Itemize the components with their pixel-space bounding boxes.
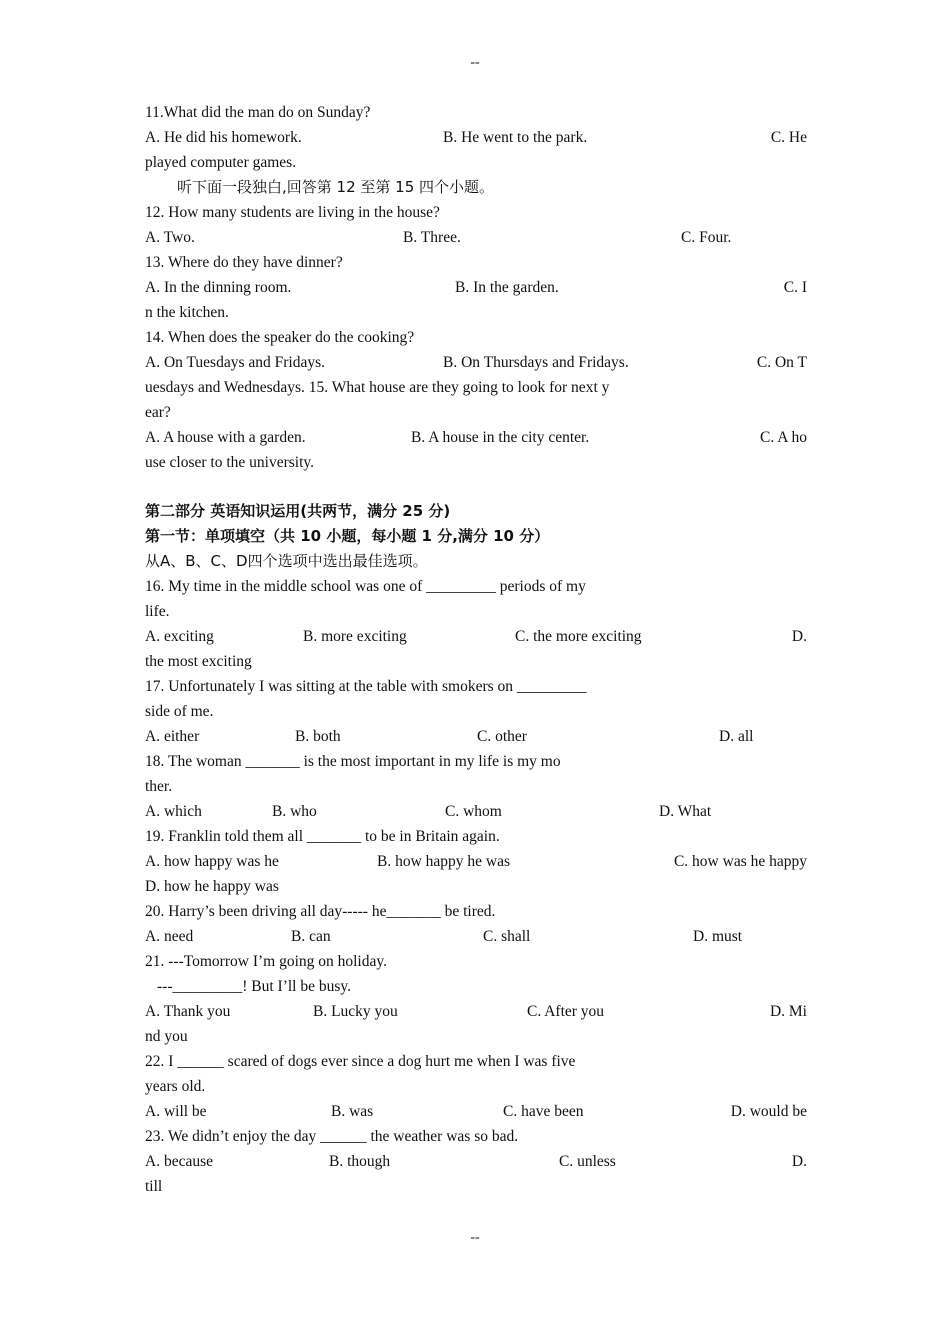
q21-options [145,999,807,1024]
q15-option-c-cont: use closer to the university. [145,454,315,471]
q22-option-a: A. will be [145,1103,207,1120]
q18-stem: 18. The woman _______ is the most important in my life is my mo [145,753,561,770]
q11-option-c-cont: played computer games. [145,154,297,171]
q16-options [145,624,807,649]
q23-stem: 23. We didn’t enjoy the day ______ the weather was so bad. [145,1128,519,1145]
q21-option-c: C. After you [527,1003,605,1020]
page-marker-bottom: -- [470,1230,480,1245]
section1-title: 第一节：单项填空（共 10 小题，每小题 1 分,满分 10 分） [145,527,550,545]
q21-option-b: B. Lucky you [313,1003,398,1020]
q11-option-b: B. He went to the park. [443,129,588,146]
q15-option-b: B. A house in the city center. [411,429,590,446]
q19-options [145,849,807,874]
q11-option-c: C. He [770,129,807,146]
q19-option-c: C. how was he happy [673,853,807,870]
q23-option-c: C. unless [559,1153,616,1170]
q20-option-c: C. shall [483,928,531,945]
q16-stem: 16. My time in the middle school was one of _________ periods of my [145,578,586,595]
q13-stem: 13. Where do they have dinner? [145,254,343,271]
q23-option-b: B. though [329,1153,391,1170]
q17-stem-cont: side of me. [145,703,214,720]
listening-instruction: 听下面一段独白,回答第 12 至第 15 四个小题。 [177,178,495,196]
q18-option-c: C. whom [445,803,502,820]
q18-stem-cont: ther. [145,778,173,795]
q17-options [145,724,807,749]
q12-options [145,225,807,250]
q20-option-a: A. need [145,928,194,945]
q21-stem: 21. ---Tomorrow I’m going on holiday. [145,953,387,970]
q19-stem: 19. Franklin told them all _______ to be in Britain again. [145,828,500,845]
q13-option-b: B. In the garden. [455,279,559,296]
q20-options [145,924,807,949]
q16-option-d-cont: the most exciting [145,653,252,670]
q12-option-c: C. Four. [681,229,732,246]
q21-option-d-cont: nd you [145,1028,188,1045]
q23-options [145,1149,807,1174]
q15-option-c: C. A ho [760,429,807,446]
part2-title: 第二部分 英语知识运用(共两节，满分 25 分) [145,502,451,520]
q17-option-b: B. both [295,728,341,745]
q14-option-c: C. On T [756,354,807,371]
q16-option-b: B. more exciting [303,628,407,645]
q23-option-d: D. [791,1153,807,1170]
q16-option-c: C. the more exciting [515,628,642,645]
q15-option-a: A. A house with a garden. [145,429,306,446]
q13-option-c-cont: n the kitchen. [145,304,229,321]
q18-options [145,799,807,824]
q12-stem: 12. How many students are living in the house? [145,204,440,221]
q21-option-d: D. Mi [769,1003,807,1020]
q14-stem: 14. When does the speaker do the cooking? [145,329,415,346]
q14-q15-line: uesdays and Wednesdays. 15. What house are they going to look for next y [145,379,610,396]
q14-option-b: B. On Thursdays and Fridays. [443,354,629,371]
q17-stem: 17. Unfortunately I was sitting at the table with smokers on _________ [145,678,587,695]
q20-option-d: D. must [693,928,743,945]
q18-option-a: A. which [145,803,202,820]
page-marker-top: -- [470,55,480,70]
q20-option-b: B. can [291,928,331,945]
q11-stem: 11.What did the man do on Sunday? [145,104,371,121]
q17-option-a: A. either [145,728,200,745]
q11-options [145,125,807,150]
q18-option-b: B. who [272,803,317,820]
q22-option-c: C. have been [503,1103,584,1120]
q12-option-a: A. Two. [145,229,195,246]
q17-option-d: D. all [719,728,754,745]
q20-stem: 20. Harry’s been driving all day----- he_______ be tired. [145,903,496,920]
section1-instruction: 从A、B、C、D四个选项中选出最佳选项。 [145,552,428,570]
q22-stem-cont: years old. [145,1078,206,1095]
q16-option-d: D. [791,628,807,645]
q15-stem-end: ear? [145,404,171,421]
q15-options [145,425,807,450]
q22-option-d: D. would be [730,1103,807,1120]
q13-options [145,275,807,300]
q19-option-d: D. how he happy was [145,878,279,895]
q14-option-a: A. On Tuesdays and Fridays. [145,354,325,371]
q22-options [145,1099,807,1124]
q16-option-a: A. exciting [145,628,214,645]
q14-options [145,350,807,375]
q13-option-a: A. In the dinning room. [145,279,292,296]
q22-stem: 22. I ______ scared of dogs ever since a dog hurt me when I was five [145,1053,576,1070]
q19-option-b: B. how happy he was [377,853,511,870]
question-content [145,100,807,1199]
q23-option-d-cont: till [145,1178,163,1195]
q17-option-c: C. other [477,728,527,745]
q18-option-d: D. What [659,803,712,820]
q23-option-a: A. because [145,1153,213,1170]
q12-option-b: B. Three. [403,229,461,246]
q16-stem-cont: life. [145,603,170,620]
q19-option-a: A. how happy was he [145,853,279,870]
q11-option-a: A. He did his homework. [145,129,302,146]
q21-reply: ---_________! But I’ll be busy. [157,978,352,995]
q13-option-c: C. I [783,279,807,296]
q21-option-a: A. Thank you [145,1003,231,1020]
q22-option-b: B. was [331,1103,374,1120]
